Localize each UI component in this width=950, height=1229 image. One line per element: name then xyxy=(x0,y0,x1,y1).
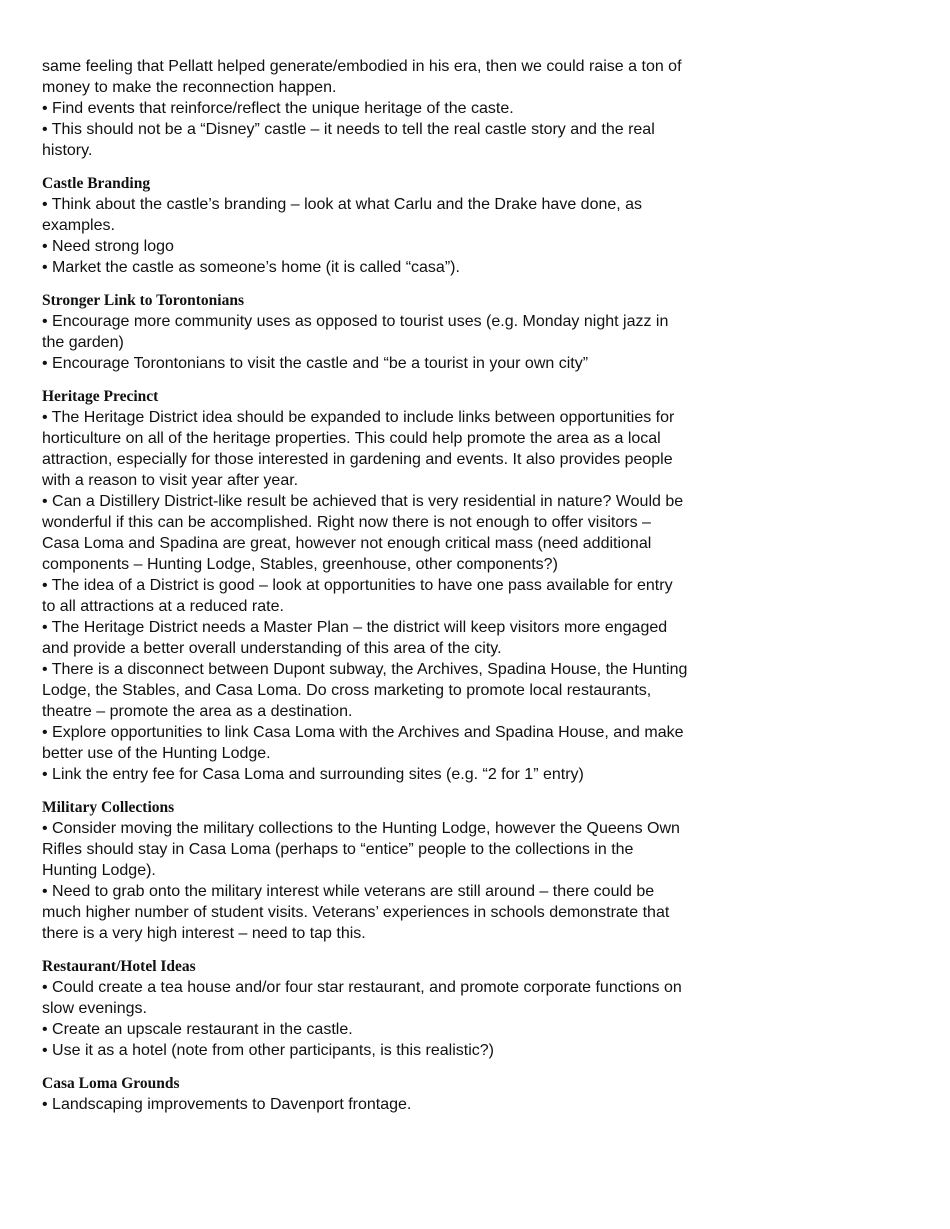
bullet-item: • Encourage more community uses as opposed to tourist uses (e.g. Monday night jazz in the garden) xyxy=(42,313,669,351)
section-heading: Casa Loma Grounds xyxy=(42,1075,180,1092)
bullet-item: • Create an upscale restaurant in the castle. xyxy=(42,1021,353,1038)
intro-paragraph: same feeling that Pellatt helped generate/embodied in his era, then we could raise a ton of money to make the reconnection happen. xyxy=(42,58,682,96)
document-page xyxy=(42,56,690,1115)
section-military-collections xyxy=(42,797,690,944)
section-stronger-link xyxy=(42,290,690,374)
bullet-item: • Landscaping improvements to Davenport frontage. xyxy=(42,1096,412,1113)
bullet-item: • Encourage Torontonians to visit the castle and “be a tourist in your own city” xyxy=(42,355,589,372)
bullet-item: • The idea of a District is good – look at opportunities to have one pass available for entry to all attractions at a reduced rate. xyxy=(42,577,673,615)
bullet-item: • Need to grab onto the military interest while veterans are still around – there could be much higher number of student visits. Veterans’ experiences in schools demonstrate that there is a very high interest – need to tap this. xyxy=(42,883,670,942)
bullet-item: • There is a disconnect between Dupont subway, the Archives, Spadina House, the Hunting Lodge, the Stables, and Casa Loma. Do cross marketing to promote local restaurants, theatre – promote the area as a destination. xyxy=(42,661,688,720)
bullet-item: • Link the entry fee for Casa Loma and surrounding sites (e.g. “2 for 1” entry) xyxy=(42,766,584,783)
bullet-item: • Explore opportunities to link Casa Loma with the Archives and Spadina House, and make better use of the Hunting Lodge. xyxy=(42,724,684,762)
bullet-item: • Use it as a hotel (note from other participants, is this realistic?) xyxy=(42,1042,495,1059)
bullet-item: • Can a Distillery District-like result be achieved that is very residential in nature? Would be wonderful if this can be accomplished. Right now there is not enough to offer visitors – Casa Loma and Spadina are great, however not enough critical mass (need additional components – Hunting Lodge, Stables, greenhouse, other components?) xyxy=(42,493,684,573)
section-heading: Heritage Precinct xyxy=(42,388,159,405)
section-heading: Castle Branding xyxy=(42,175,151,192)
section-castle-branding xyxy=(42,173,690,278)
bullet-item: • Market the castle as someone’s home (it is called “casa”). xyxy=(42,259,460,276)
section-restaurant-hotel xyxy=(42,956,690,1061)
bullet-item: • Need strong logo xyxy=(42,238,174,255)
bullet-item: • The Heritage District idea should be expanded to include links between opportunities for horticulture on all of the heritage properties. This could help promote the area as a local attraction, especially for those interested in gardening and events. It also provides people with a reason to visit year after year. xyxy=(42,409,675,489)
section-heading: Stronger Link to Torontonians xyxy=(42,292,244,309)
section-heading: Restaurant/Hotel Ideas xyxy=(42,958,196,975)
section-heritage-precinct xyxy=(42,386,690,785)
bullet-item: • Could create a tea house and/or four star restaurant, and promote corporate functions on slow evenings. xyxy=(42,979,682,1017)
bullet-item: • Think about the castle’s branding – look at what Carlu and the Drake have done, as examples. xyxy=(42,196,643,234)
intro-bullet: • This should not be a “Disney” castle – it needs to tell the real castle story and the real history. xyxy=(42,121,655,159)
section-casa-loma-grounds xyxy=(42,1073,690,1115)
intro-bullet: • Find events that reinforce/reflect the unique heritage of the caste. xyxy=(42,100,514,117)
bullet-item: • The Heritage District needs a Master Plan – the district will keep visitors more engaged and provide a better overall understanding of this area of the city. xyxy=(42,619,668,657)
section-heading: Military Collections xyxy=(42,799,175,816)
bullet-item: • Consider moving the military collections to the Hunting Lodge, however the Queens Own Rifles should stay in Casa Loma (perhaps to “entice” people to the collections in the Hunting Lodge). xyxy=(42,820,680,879)
intro-block xyxy=(42,56,690,161)
